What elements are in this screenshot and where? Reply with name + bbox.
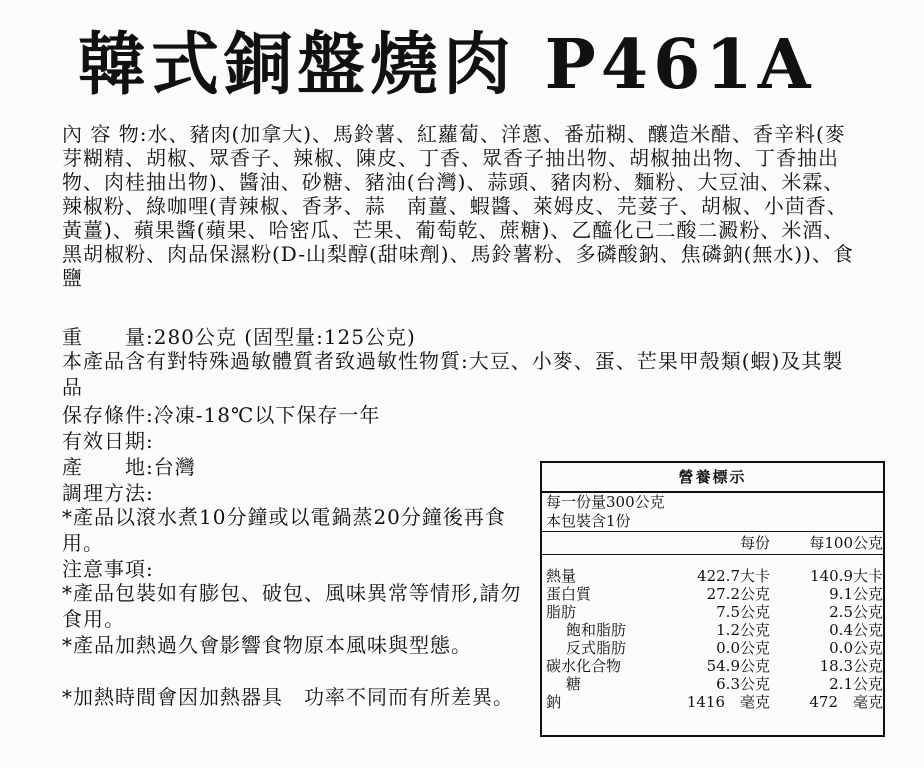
cooking-method-text: *產品以滾水煮10分鐘或以電鍋蒸20分鐘後再食用。 — [62, 505, 506, 555]
nutrient-per-100g: 2.5公克 — [829, 603, 883, 621]
nutrition-row — [542, 693, 883, 711]
servings-per-package: 本包裝含1份 — [546, 512, 631, 530]
nutrient-name: 鈉 — [546, 693, 562, 711]
nutrient-per-100g: 2.1公克 — [829, 675, 883, 693]
nutrient-name: 熱量 — [546, 567, 577, 585]
nutrient-name: 脂肪 — [546, 603, 577, 621]
nutrient-per-100g: 0.4公克 — [829, 621, 883, 639]
per-serving-header: 每份 — [739, 534, 770, 552]
notice-item: *產品加熱過久會影響食物原本風味與型態。 — [62, 633, 472, 657]
cooking-method-title: 調理方法: — [62, 481, 154, 505]
notice-item: *產品包裝如有膨包、破包、風味異常等情形,請勿食用。 — [62, 581, 522, 631]
nutrition-row — [542, 657, 883, 675]
nutrient-per-serving: 1416 毫克 — [686, 693, 770, 711]
nutrient-per-serving: 1.2公克 — [716, 621, 770, 639]
nutrient-per-100g: 18.3公克 — [819, 657, 883, 675]
nutrient-name: 糖 — [566, 675, 582, 693]
nutrition-row — [542, 585, 883, 603]
nutrient-per-serving: 6.3公克 — [716, 675, 770, 693]
nutrient-per-100g: 472 毫克 — [809, 693, 883, 711]
product-title: 韓式銅盤燒肉 P461A — [78, 25, 816, 105]
nutrient-per-serving: 0.0公克 — [716, 639, 770, 657]
nutrition-facts-table — [540, 461, 885, 737]
nutrient-name: 碳水化合物 — [546, 657, 622, 675]
allergen-statement: 本產品含有對特殊過敏體質者致過敏性物質:大豆、小麥、蛋、芒果甲殼類(蝦)及其製品 — [62, 349, 844, 399]
nutrient-per-100g: 9.1公克 — [829, 585, 883, 603]
nutrition-title: 營養標示 — [542, 463, 883, 493]
ingredients-text: 內 容 物:水、豬肉(加拿大)、馬鈴薯、紅蘿蔔、洋蔥、番茄糊、釀造米醋、香辛料(麥芽糊精、胡椒、眾香子、辣椒、陳皮、丁香、眾香子抽出物、胡椒抽出物、丁香抽出物、肉桂抽出物)、醬油、砂糖、豬油(台灣)、蒜頭、豬肉粉、麵粉、大豆油、米霖、辣椒粉、綠咖哩(青辣椒、香茅、蒜 南薑、蝦醬、萊姆皮、芫荽子、胡椒、小茴香、黃薑)、蘋果醬(蘋果、哈密瓜、芒果、葡萄乾、蔗糖)、乙醯化己二酸二澱粉、米酒、黑胡椒粉、肉品保濕粉(D-山梨醇(甜味劑)、馬鈴薯粉、多磷酸鈉、焦磷鈉(無水))、食鹽 — [62, 122, 854, 290]
nutrient-per-serving: 422.7大卡 — [697, 567, 770, 585]
net-weight: 重 量:280公克 (固型量:125公克) — [62, 325, 416, 349]
notice-item: *加熱時間會因加熱器具 功率不同而有所差異。 — [62, 685, 514, 709]
nutrition-column-headers — [542, 532, 883, 555]
nutrition-row — [542, 621, 883, 639]
nutrition-rows — [542, 555, 883, 711]
per-100g-header: 每100公克 — [809, 534, 883, 552]
nutrient-per-serving: 7.5公克 — [716, 603, 770, 621]
storage-conditions: 保存條件:冷凍-18℃以下保存一年 — [62, 403, 381, 427]
nutrition-row — [542, 603, 883, 621]
origin: 產 地:台灣 — [62, 455, 196, 479]
expiry-date: 有效日期: — [62, 429, 154, 453]
nutrition-row — [542, 675, 883, 693]
nutrient-per-100g: 140.9大卡 — [810, 567, 883, 585]
nutrient-name: 蛋白質 — [546, 585, 592, 603]
nutrient-per-serving: 54.9公克 — [706, 657, 770, 675]
serving-info — [542, 493, 883, 532]
nutrient-per-100g: 0.0公克 — [829, 639, 883, 657]
nutrient-per-serving: 27.2公克 — [706, 585, 770, 603]
nutrition-row — [542, 639, 883, 657]
nutrition-row — [542, 567, 883, 585]
serving-size: 每一份量300公克 — [546, 493, 665, 511]
nutrient-name: 飽和脂肪 — [566, 621, 627, 639]
notice-title: 注意事項: — [62, 557, 154, 581]
nutrient-name: 反式脂肪 — [566, 639, 627, 657]
